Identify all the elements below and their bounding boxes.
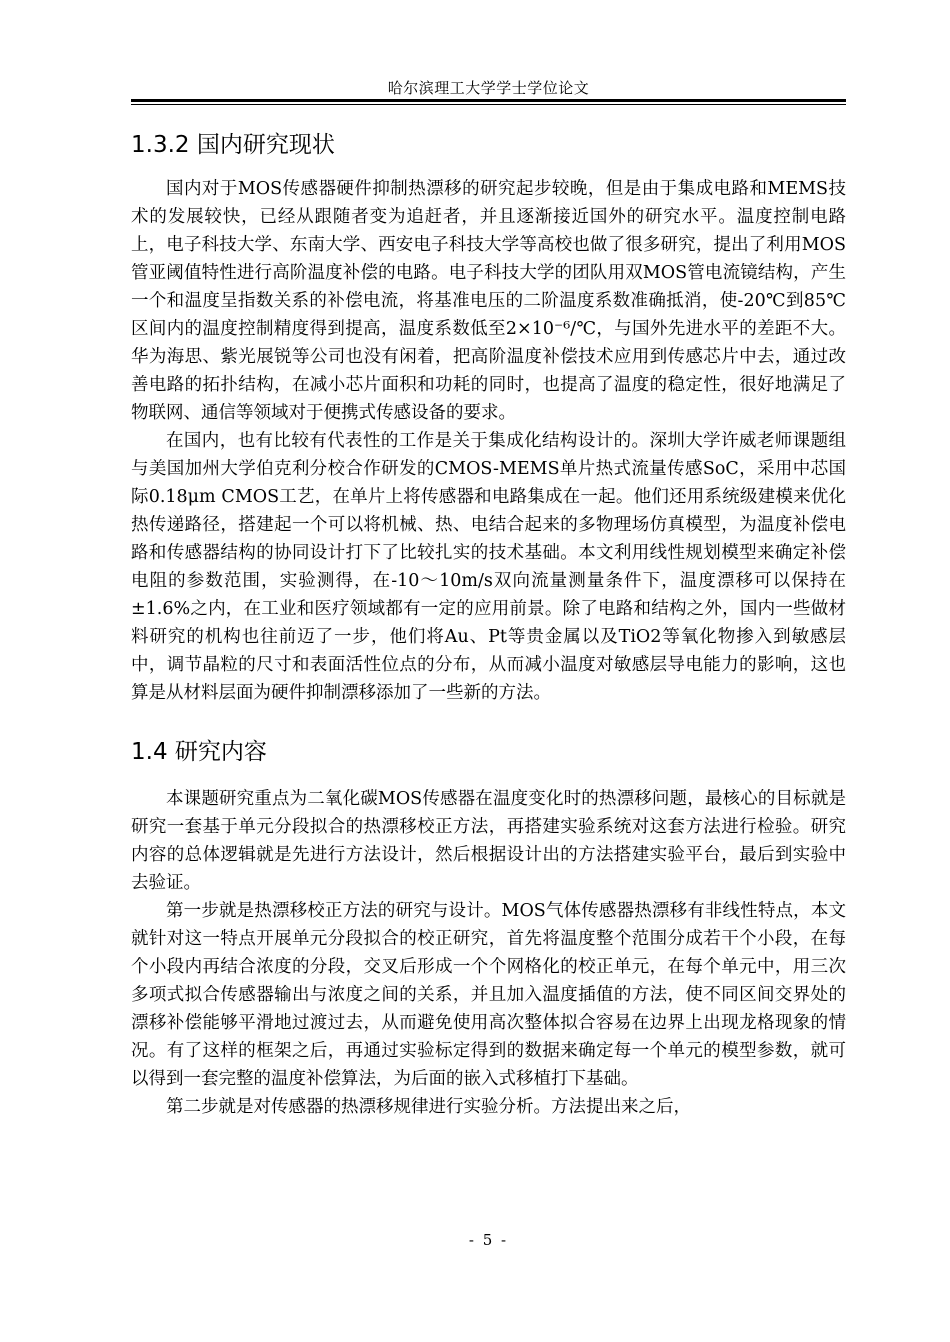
section-heading-1-4: 1.4 研究内容 [131,739,267,765]
page-number: - 5 - [468,1231,509,1249]
header-rule-thick [131,99,846,102]
paragraph: 在国内，也有比较有代表性的工作是关于集成化结构设计的。深圳大学许威老师课题组与美国加州大学伯克利分校合作研发的CMOS-MEMS单片热式流量传感SoC，采用中芯国际0.18μm CMOS工艺，在单片上将传感器和电路集成在一起。他们还用系统级建模来优化热传递路径，搭建起一个可以将机械、热、电结合起来的多物理场仿真模型，为温度补偿电路和传感器结构的协同设计打下了比较扎实的技术基础。本文利用线性规划模型来确定补偿电阻的参数范围，实验测得，在-10～10m/s双向流量测量条件下，温度漂移可以保持在±1.6%之内，在工业和医疗领域都有一定的应用前景。除了电路和结构之外，国内一些做材料研究的机构也往前迈了一步，他们将Au、Pt等贵金属以及TiO2等氧化物掺入到敏感层中，调节晶粒的尺寸和表面活性位点的分布，从而减小温度对敏感层导电能力的影响，这也算是从材料层面为硬件抑制漂移添加了一些新的方法。 [131,431,846,703]
paragraph: 第一步就是热漂移校正方法的研究与设计。MOS气体传感器热漂移有非线性特点，本文就针对这一特点开展单元分段拟合的校正研究，首先将温度整个范围分成若干个小段，在每个小段内再结合浓度的分段，交叉后形成一个个网格化的校正单元，在每个单元中，用三次多项式拟合传感器输出与浓度之间的关系，并且加入温度插值的方法，使不同区间交界处的漂移补偿能够平滑地过渡过去，从而避免使用高次整体拟合容易在边界上出现龙格现象的情况。有了这样的框架之后，再通过实验标定得到的数据来确定每一个单元的模型参数，就可以得到一套完整的温度补偿算法，为后面的嵌入式移植打下基础。 [131,901,846,1089]
paragraph: 第二步就是对传感器的热漂移规律进行实验分析。方法提出来之后， [166,1097,691,1117]
section-heading-1-3-2: 1.3.2 国内研究现状 [131,132,335,158]
paragraph: 国内对于MOS传感器硬件抑制热漂移的研究起步较晚，但是由于集成电路和MEMS技术的发展较快，已经从跟随者变为追赶者，并且逐渐接近国外的研究水平。温度控制电路上，电子科技大学、东南大学、西安电子科技大学等高校也做了很多研究，提出了利用MOS管亚阈值特性进行高阶温度补偿的电路。电子科技大学的团队用双MOS管电流镜结构，产生一个和温度呈指数关系的补偿电流，将基准电压的二阶温度系数准确抵消，使-20℃到85℃区间内的温度控制精度得到提高，温度系数低至2×10⁻⁶/℃，与国外先进水平的差距不大。华为海思、紫光展锐等公司也没有闲着，把高阶温度补偿技术应用到传感芯片中去，通过改善电路的拓扑结构，在减小芯片面积和功耗的同时，也提高了温度的稳定性，很好地满足了物联网、通信等领域对于便携式传感设备的要求。 [131,179,846,423]
paragraph: 本课题研究重点为二氧化碳MOS传感器在温度变化时的热漂移问题，最核心的目标就是研究一套基于单元分段拟合的热漂移校正方法，再搭建实验系统对这套方法进行检验。研究内容的总体逻辑就是先进行方法设计，然后根据设计出的方法搭建实验平台，最后到实验中去验证。 [131,789,846,893]
running-header: 哈尔滨理工大学学士学位论文 [387,79,590,97]
header-rule-thin [131,104,846,105]
page-body [131,128,846,1121]
